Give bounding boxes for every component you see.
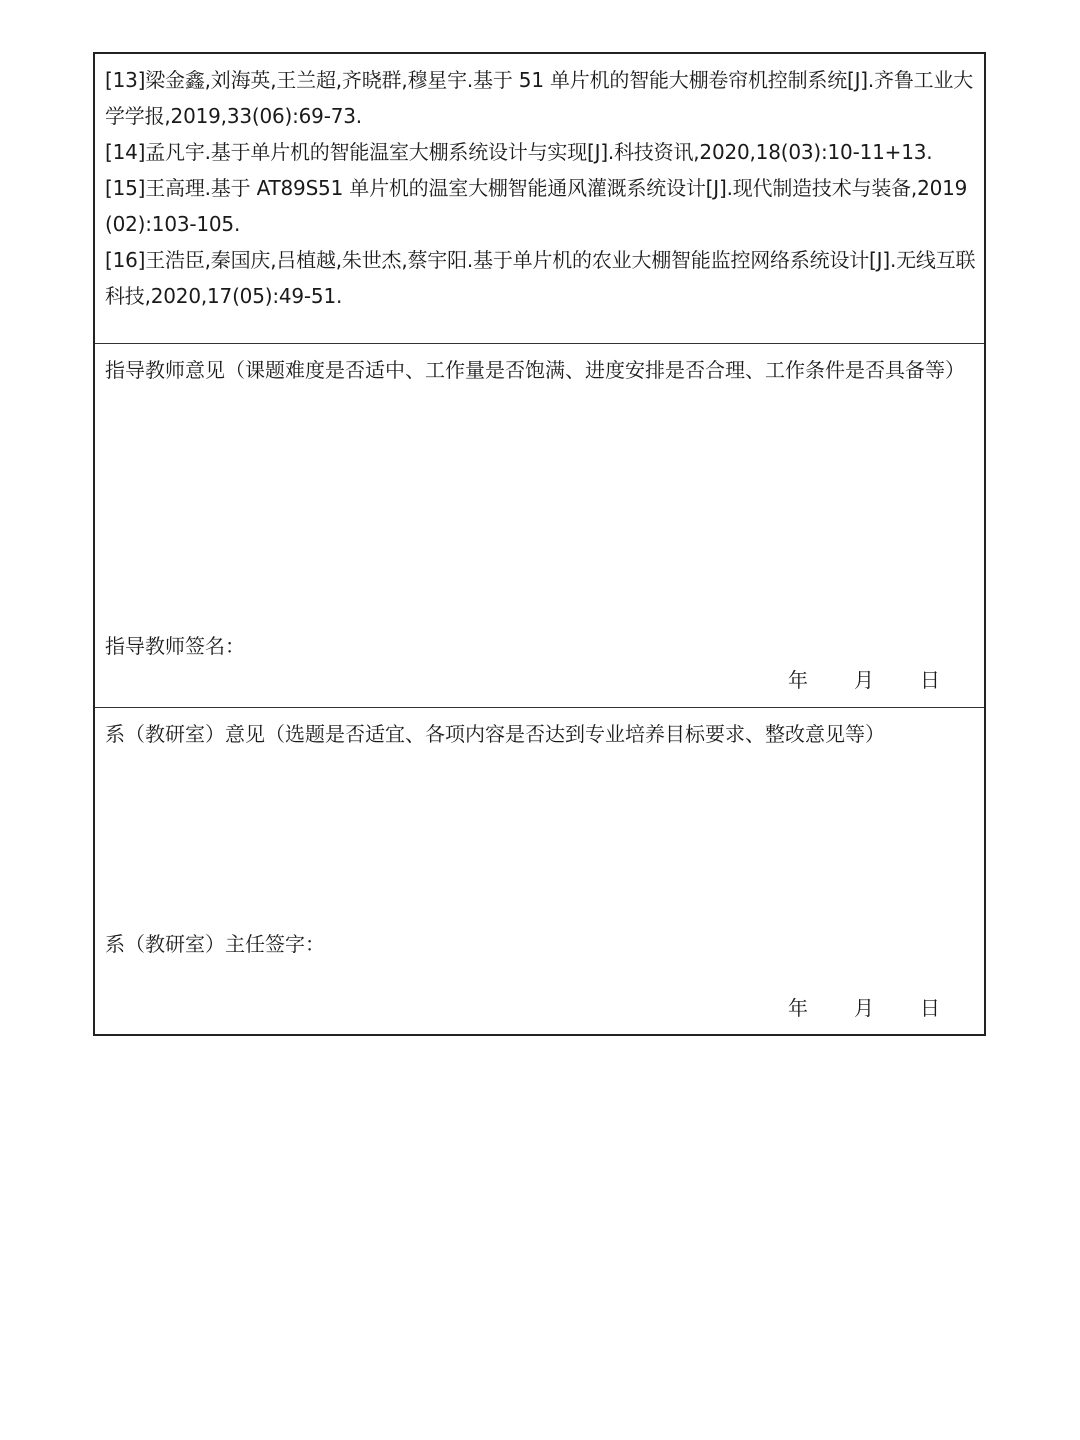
- review-form-table: [93, 52, 986, 1036]
- advisor-date-line: [788, 666, 940, 694]
- date-month: 月: [854, 668, 874, 692]
- advisor-opinion-cell: [95, 344, 984, 708]
- date-year: 年: [788, 668, 808, 692]
- date-month: 月: [854, 996, 874, 1020]
- reference-item: [16]王浩臣,秦国庆,吕植越,朱世杰,蔡宇阳.基于单片机的农业大棚智能监控网络系统设计[J].无线互联科技,2020,17(05):49-51.: [105, 248, 976, 308]
- department-signature-label: 系（教研室）主任签字：: [105, 932, 325, 956]
- department-opinion-prompt: 系（教研室）意见（选题是否适宜、各项内容是否达到专业培养目标要求、整改意见等）: [105, 722, 885, 746]
- advisor-opinion-prompt: 指导教师意见（课题难度是否适中、工作量是否饱满、进度安排是否合理、工作条件是否具备等）: [105, 358, 965, 382]
- reference-item: [14]孟凡宇.基于单片机的智能温室大棚系统设计与实现[J].科技资讯,2020,18(03):10-11+13.: [105, 140, 933, 164]
- reference-item: [15]王高理.基于 AT89S51 单片机的温室大棚智能通风灌溉系统设计[J].现代制造技术与装备,2019(02):103-105.: [105, 176, 968, 236]
- department-date-line: [788, 994, 940, 1022]
- date-day: 日: [920, 996, 940, 1020]
- reference-item: [13]梁金鑫,刘海英,王兰超,齐晓群,穆星宇.基于 51 单片机的智能大棚卷帘机控制系统[J].齐鲁工业大学学报,2019,33(06):69-73.: [105, 68, 974, 128]
- date-day: 日: [920, 668, 940, 692]
- advisor-signature-label: 指导教师签名：: [105, 634, 245, 658]
- date-year: 年: [788, 996, 808, 1020]
- department-opinion-cell: [95, 708, 984, 1034]
- references-cell: [95, 54, 984, 344]
